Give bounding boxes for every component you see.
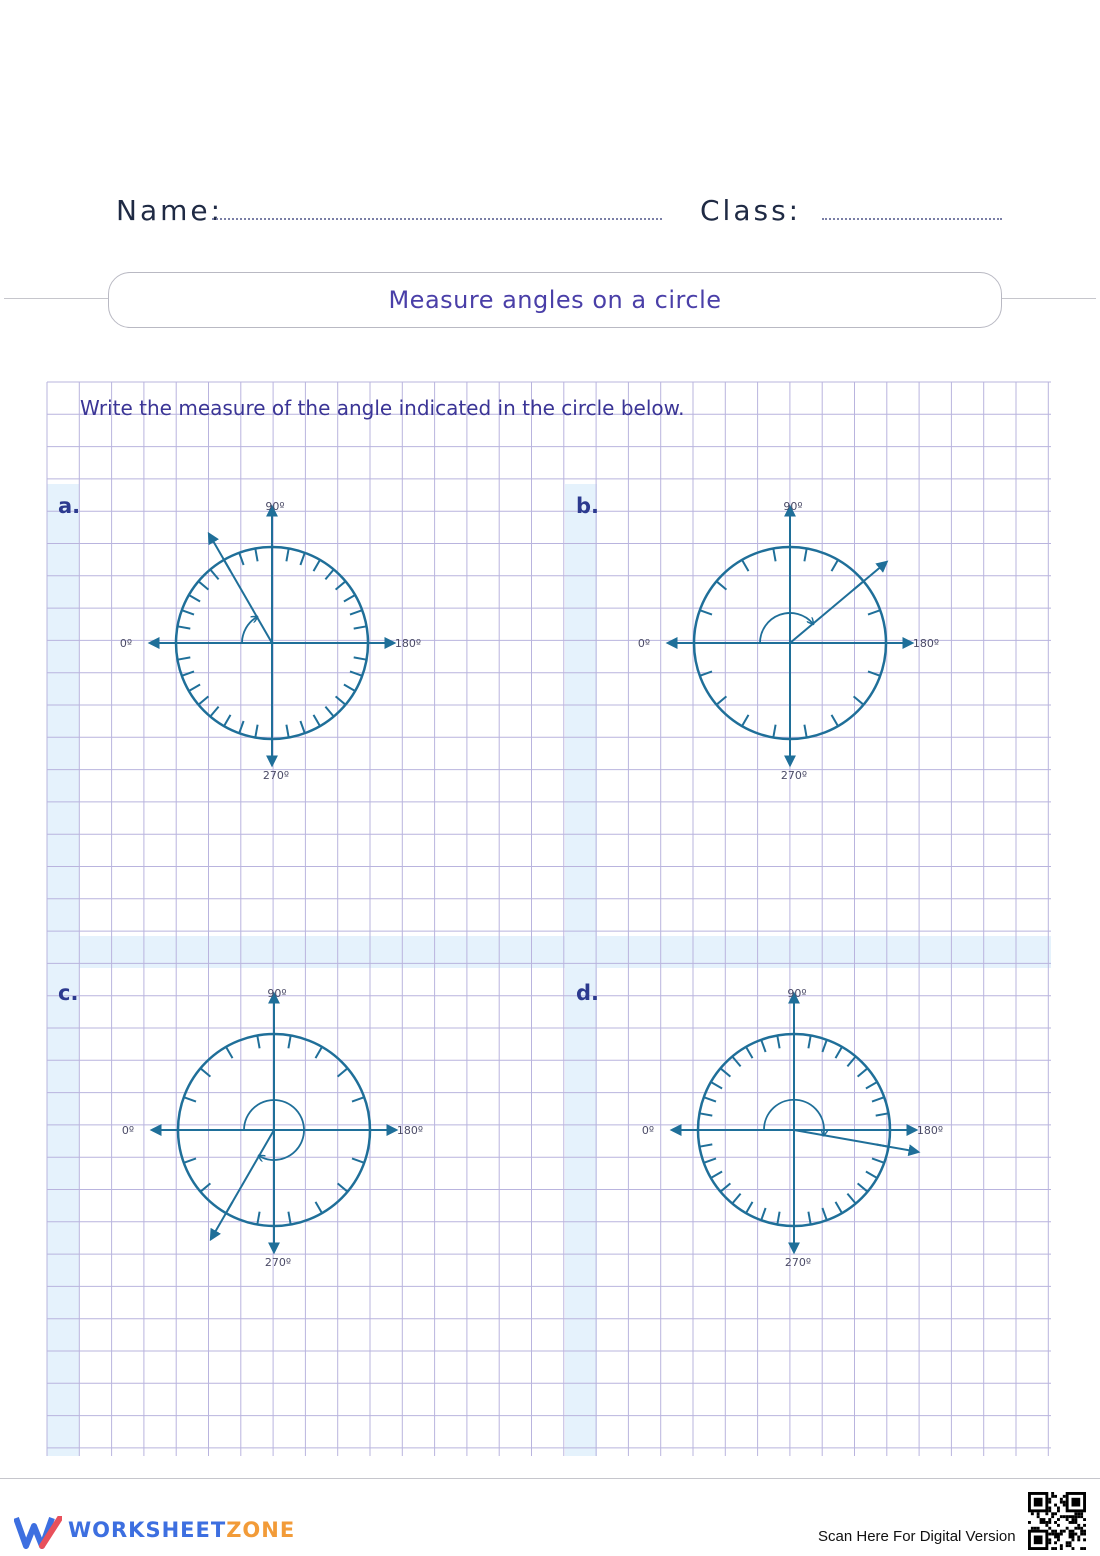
tick-mark [804, 725, 806, 738]
qr-finder-core [1072, 1498, 1081, 1507]
qr-module [1080, 1515, 1083, 1518]
class-label: Class: [700, 194, 802, 227]
tick-mark [700, 671, 712, 675]
qr-code-icon[interactable] [1028, 1492, 1086, 1550]
tick-mark [255, 725, 257, 738]
qr-module [1069, 1541, 1072, 1544]
qr-module [1051, 1495, 1054, 1498]
qr-finder-core [1034, 1536, 1043, 1545]
tick-mark [700, 1144, 713, 1146]
tick-mark [742, 560, 749, 571]
qr-module [1051, 1512, 1054, 1515]
qr-module [1063, 1495, 1066, 1498]
worksheet-title: Measure angles on a circle [388, 286, 722, 314]
qr-module [1060, 1544, 1063, 1547]
qr-module [1060, 1501, 1063, 1504]
tick-mark [773, 549, 775, 562]
tick-mark [717, 696, 727, 704]
qr-module [1037, 1527, 1040, 1530]
qr-module [1063, 1515, 1066, 1518]
tick-mark [178, 657, 191, 659]
qr-module [1060, 1533, 1063, 1536]
label-270: 270º [780, 769, 808, 782]
qr-module [1080, 1533, 1083, 1536]
tick-mark [872, 1097, 884, 1101]
qr-module [1077, 1527, 1080, 1530]
label-270: 270º [784, 1256, 812, 1269]
tick-mark [184, 1158, 196, 1162]
qr-module [1054, 1495, 1057, 1498]
qr-module [1072, 1530, 1075, 1533]
label-180: 180º [396, 1124, 424, 1137]
qr-module [1063, 1504, 1066, 1507]
tick-mark [804, 549, 806, 562]
tick-mark [199, 581, 209, 589]
angle-diagram-c [122, 987, 423, 1269]
tick-mark [182, 610, 194, 614]
label-90: 90º [787, 987, 807, 1000]
qr-module [1048, 1518, 1051, 1521]
label-270: 270º [264, 1256, 292, 1269]
qr-module [1057, 1524, 1060, 1527]
question-d-label: d. [576, 981, 600, 1005]
tick-mark [336, 581, 346, 589]
label-90: 90º [265, 500, 285, 513]
qr-module [1051, 1492, 1054, 1495]
tick-mark [866, 1082, 877, 1089]
angle-diagram-a [120, 500, 421, 782]
qr-module [1069, 1544, 1072, 1547]
brand-name [68, 1518, 295, 1542]
tick-mark [352, 1158, 364, 1162]
tick-mark [773, 725, 775, 738]
tick-mark [288, 1036, 290, 1049]
qr-module [1060, 1547, 1063, 1550]
qr-module [1043, 1521, 1046, 1524]
qr-module [1080, 1512, 1083, 1515]
tick-mark [201, 1183, 211, 1191]
tick-mark [832, 715, 839, 726]
qr-module [1045, 1524, 1048, 1527]
tick-mark [257, 1036, 259, 1049]
qr-module [1045, 1512, 1048, 1515]
qr-module [1077, 1524, 1080, 1527]
qr-module [1031, 1527, 1034, 1530]
tick-mark [854, 696, 864, 704]
tick-mark [344, 595, 355, 602]
tick-mark [184, 1097, 196, 1101]
tick-mark [336, 696, 346, 704]
tick-mark [761, 1208, 765, 1220]
tick-mark [858, 1183, 868, 1191]
qr-module [1069, 1521, 1072, 1524]
brand-part-1: WORKSHEET [68, 1518, 227, 1542]
qr-module [1048, 1538, 1051, 1541]
qr-module [1077, 1515, 1080, 1518]
qr-module [1051, 1515, 1054, 1518]
tick-mark [746, 1047, 753, 1058]
tick-mark [721, 1068, 731, 1076]
qr-module [1072, 1536, 1075, 1539]
qr-module [1074, 1515, 1077, 1518]
qr-module [1051, 1547, 1054, 1550]
label-90: 90º [267, 987, 287, 1000]
qr-module [1069, 1533, 1072, 1536]
tick-mark [257, 1212, 259, 1225]
tick-mark [352, 1097, 364, 1101]
qr-module [1063, 1501, 1066, 1504]
qr-module [1043, 1518, 1046, 1521]
qr-module [1074, 1533, 1077, 1536]
tick-mark [325, 570, 333, 580]
tick-mark [711, 1172, 722, 1179]
tick-mark [866, 1172, 877, 1179]
tick-mark [189, 685, 200, 692]
tick-mark [700, 610, 712, 614]
qr-module [1083, 1524, 1086, 1527]
angle-diagram-b [638, 500, 939, 782]
tick-mark [210, 570, 218, 580]
qr-module [1074, 1527, 1077, 1530]
qr-module [1066, 1544, 1069, 1547]
qr-module [1040, 1521, 1043, 1524]
qr-module [1054, 1547, 1057, 1550]
tick-mark [239, 553, 243, 565]
qr-module [1069, 1530, 1072, 1533]
tick-mark [178, 626, 191, 628]
qr-module [1054, 1530, 1057, 1533]
qr-module [1072, 1515, 1075, 1518]
qr-module [1057, 1507, 1060, 1510]
qr-module [1048, 1509, 1051, 1512]
qr-module [1054, 1521, 1057, 1524]
qr-module [1077, 1538, 1080, 1541]
qr-module [1054, 1533, 1057, 1536]
tick-mark [742, 715, 749, 726]
label-270: 270º [262, 769, 290, 782]
qr-module [1048, 1498, 1051, 1501]
tick-mark [182, 671, 194, 675]
qr-module [1083, 1518, 1086, 1521]
brand-part-2: ZONE [226, 1518, 296, 1542]
tick-mark [350, 671, 362, 675]
tick-mark [717, 581, 727, 589]
qr-module [1072, 1518, 1075, 1521]
tick-mark [711, 1082, 722, 1089]
qr-module [1031, 1512, 1034, 1515]
tick-mark [239, 721, 243, 733]
tick-mark [746, 1202, 753, 1213]
qr-module [1048, 1501, 1051, 1504]
tick-mark [350, 610, 362, 614]
tick-mark [876, 1113, 889, 1115]
qr-module [1060, 1498, 1063, 1501]
tick-mark [316, 1047, 323, 1058]
qr-module [1069, 1536, 1072, 1539]
angle-arc [242, 617, 257, 643]
qr-finder-core [1034, 1498, 1043, 1507]
angle-ray [209, 534, 272, 643]
qr-module [1083, 1538, 1086, 1541]
angle-ray [790, 562, 887, 643]
label-0: 0º [119, 637, 133, 650]
qr-module [1066, 1527, 1069, 1530]
qr-module [1057, 1518, 1060, 1521]
qr-module [1074, 1521, 1077, 1524]
qr-module [1072, 1521, 1075, 1524]
label-180: 180º [912, 637, 940, 650]
instruction-text: Write the measure of the angle indicated in the circle below. [80, 396, 685, 420]
tick-mark [199, 696, 209, 704]
tick-mark [314, 560, 321, 571]
qr-module [1069, 1515, 1072, 1518]
tick-mark [704, 1158, 716, 1162]
qr-module [1037, 1515, 1040, 1518]
tick-mark [732, 1194, 740, 1204]
tick-mark [316, 1202, 323, 1213]
label-90: 90º [783, 500, 803, 513]
question-c-label: c. [58, 981, 79, 1005]
qr-module [1074, 1512, 1077, 1515]
tick-mark [836, 1047, 843, 1058]
tick-mark [868, 671, 880, 675]
angle-diagram-d [642, 987, 943, 1269]
qr-module [1048, 1533, 1051, 1536]
qr-module [1054, 1536, 1057, 1539]
qr-module [1077, 1536, 1080, 1539]
angle-arc [760, 613, 813, 643]
tick-mark [822, 1040, 826, 1052]
tick-mark [286, 725, 288, 738]
tick-mark [255, 549, 257, 562]
tick-mark [704, 1097, 716, 1101]
qr-module [1074, 1518, 1077, 1521]
qr-module [1066, 1518, 1069, 1521]
tick-mark [224, 715, 231, 726]
label-180: 180º [916, 1124, 944, 1137]
tick-mark [286, 549, 288, 562]
tick-mark [858, 1068, 868, 1076]
tick-mark [325, 707, 333, 717]
tick-mark [847, 1057, 855, 1067]
scan-text: Scan Here For Digital Version [818, 1528, 1016, 1545]
tick-mark [868, 610, 880, 614]
qr-module [1037, 1512, 1040, 1515]
qr-module [1072, 1538, 1075, 1541]
tick-mark [300, 721, 304, 733]
qr-module [1051, 1533, 1054, 1536]
qr-module [1083, 1530, 1086, 1533]
tick-mark [808, 1036, 810, 1049]
tick-mark [338, 1068, 348, 1076]
qr-module [1063, 1530, 1066, 1533]
tick-mark [338, 1183, 348, 1191]
tick-mark [808, 1212, 810, 1225]
tick-mark [832, 560, 839, 571]
tick-mark [836, 1202, 843, 1213]
qr-module [1034, 1527, 1037, 1530]
name-label: Name: [116, 194, 224, 227]
label-0: 0º [121, 1124, 135, 1137]
tick-mark [201, 1068, 211, 1076]
tick-mark [226, 1047, 233, 1058]
tick-mark [777, 1036, 779, 1049]
tick-mark [354, 657, 367, 659]
question-b-label: b. [576, 494, 600, 518]
tick-mark [288, 1212, 290, 1225]
label-0: 0º [637, 637, 651, 650]
footer-rule [0, 1478, 1100, 1479]
tick-mark [210, 707, 218, 717]
qr-module [1048, 1507, 1051, 1510]
qr-module [1060, 1530, 1063, 1533]
qr-module [1040, 1518, 1043, 1521]
tick-mark [761, 1040, 765, 1052]
question-a-label: a. [58, 494, 81, 518]
angle-ray [794, 1130, 918, 1152]
tick-mark [344, 685, 355, 692]
qr-module [1028, 1521, 1031, 1524]
qr-module [1048, 1541, 1051, 1544]
qr-module [1083, 1547, 1086, 1550]
qr-module [1048, 1521, 1051, 1524]
tick-mark [300, 553, 304, 565]
qr-module [1080, 1547, 1083, 1550]
qr-module [1057, 1509, 1060, 1512]
tick-mark [822, 1208, 826, 1220]
tick-mark [847, 1194, 855, 1204]
tick-mark [700, 1113, 713, 1115]
qr-module [1051, 1530, 1054, 1533]
qr-module [1080, 1530, 1083, 1533]
qr-module [1054, 1512, 1057, 1515]
qr-module [1066, 1515, 1069, 1518]
tick-mark [732, 1057, 740, 1067]
qr-module [1080, 1527, 1083, 1530]
qr-module [1045, 1521, 1048, 1524]
tick-mark [189, 595, 200, 602]
tick-mark [777, 1212, 779, 1225]
label-0: 0º [641, 1124, 655, 1137]
tick-mark [721, 1183, 731, 1191]
qr-module [1060, 1515, 1063, 1518]
qr-module [1054, 1541, 1057, 1544]
tick-mark [354, 626, 367, 628]
qr-module [1072, 1533, 1075, 1536]
tick-mark [872, 1158, 884, 1162]
qr-module [1054, 1504, 1057, 1507]
label-180: 180º [394, 637, 422, 650]
qr-module [1072, 1547, 1075, 1550]
qr-module [1048, 1527, 1051, 1530]
qr-module [1066, 1541, 1069, 1544]
qr-module [1057, 1538, 1060, 1541]
tick-mark [314, 715, 321, 726]
worksheetzone-logo-icon [14, 1516, 62, 1550]
qr-module [1083, 1533, 1086, 1536]
qr-module [1057, 1533, 1060, 1536]
qr-module [1077, 1512, 1080, 1515]
angle-ray [211, 1130, 274, 1239]
qr-module [1057, 1536, 1060, 1539]
